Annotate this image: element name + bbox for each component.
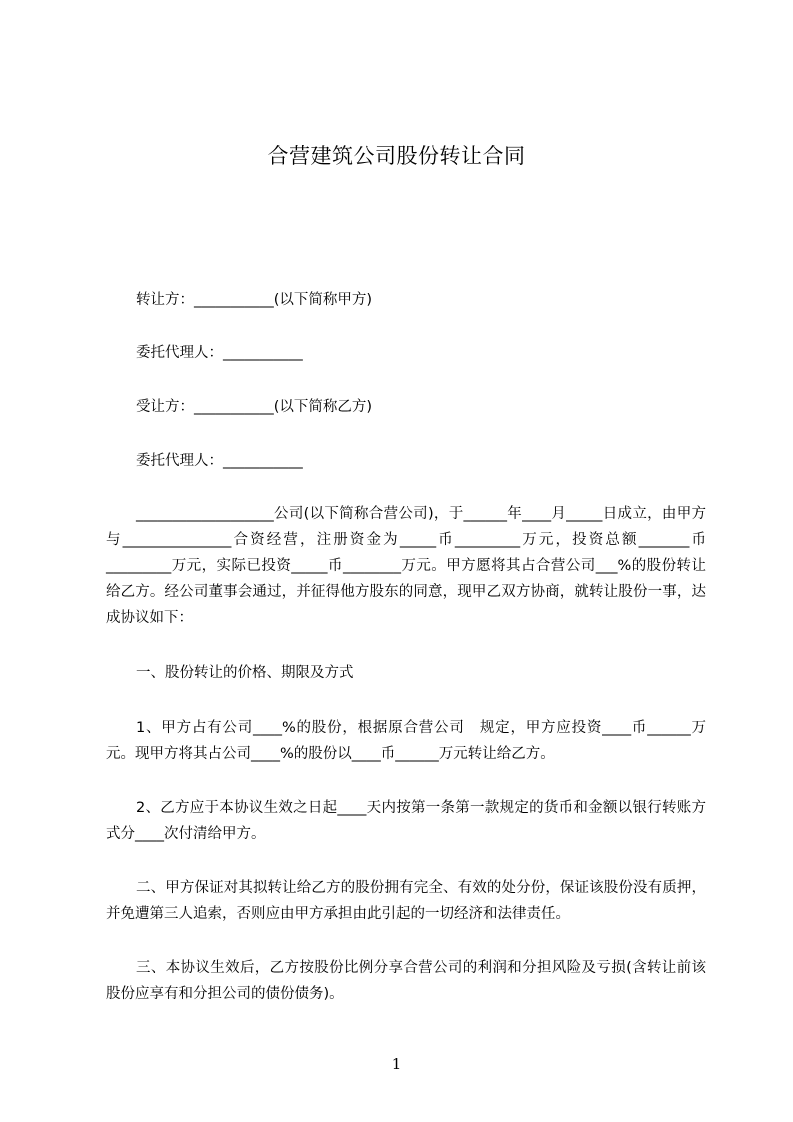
transferee-agent-line: 委托代理人：___________ xyxy=(136,453,303,469)
section-1-heading: 一、股份转让的价格、期限及方式 xyxy=(136,665,354,681)
section-3-paragraph: 三、本协议生效后，乙方按股份比例分享合营公司的利润和分担风险及亏损(含转让前该股份应享有和分担公司的债份债务)。 xyxy=(106,960,706,1002)
section-1-item-2: 2、乙方应于本协议生效之日起____天内按第一条第一款规定的货币和金额以银行转账方式分____次付清给甲方。 xyxy=(106,800,706,842)
page-number: 1 xyxy=(391,1055,402,1073)
document-title: 合营建筑公司股份转让合同 xyxy=(267,144,526,168)
preamble-paragraph: ___________________公司(以下简称合营公司)，于______年____月_____日成立，由甲方与_______________合资经营，注册资金为_____币_________万元，投资总额_______币_________万元，实际已投资_____币________万元。甲方愿将其占合营公司___%的股份转让给乙方。经公司董事会通过，并征得他方股东的同意，现甲乙双方协商，就转让股份一事，达成协议如下： xyxy=(106,506,706,626)
section-2-paragraph: 二、甲方保证对其拟转让给乙方的股份拥有完全、有效的处分份，保证该股份没有质押，并免遭第三人追索，否则应由甲方承担由此引起的一切经济和法律责任。 xyxy=(106,880,706,922)
transferee-line: 受让方：___________(以下简称乙方) xyxy=(136,399,373,415)
section-1-item-1: 1、甲方占有公司____%的股份，根据原合营公司 规定，甲方应投资____币______万元。现甲方将其占公司____%的股份以____币______万元转让给乙方。 xyxy=(106,720,706,762)
transferor-line: 转让方：___________(以下简称甲方) xyxy=(136,292,373,308)
transferor-agent-line: 委托代理人：___________ xyxy=(136,345,303,361)
